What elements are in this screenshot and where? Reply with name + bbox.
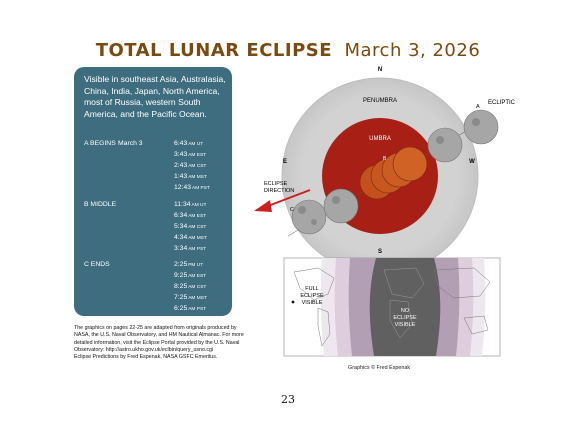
credits-text [74,325,288,361]
label-direction-1: ECLIPSE [264,181,288,187]
label-full-3: VISIBLE [301,300,323,306]
label-full-1: FULL [305,286,319,292]
label-penumbra: PENUMBRA [362,98,398,104]
time-row: 6:43AM UT [174,140,204,147]
moon-position-c [292,200,326,234]
time-row: 6:25AM PST [174,305,207,312]
visibility-text: Visible in southeast Asia, Australasia, China, India, Japan, North America, most of Russia, western South America, and the Pacific Ocean. [84,74,226,119]
moon-crater [311,219,317,225]
moon-position-a [464,110,498,144]
star-marker [292,301,295,304]
time-row: 2:43AM CST [174,162,207,169]
time-row: 2:25PM UT [174,261,204,268]
title-date: March 3, 2026 [344,40,481,61]
phase-label-middle: B MIDDLE [84,201,117,208]
label-north: N [377,67,383,73]
time-row: 5:34AM CST [174,223,207,230]
moon-crater [332,196,340,204]
time-row: 12:43AM PST [174,184,210,191]
label-full-2: ECLIPSE [300,293,324,299]
phase-label-ends: C ENDS [84,261,110,268]
no-eclipse-zone [370,258,441,356]
credits-line: Eclipse Predictions by Fred Espenak, NASA GSFC Emeritus. [74,354,218,361]
label-point-b: B [383,156,387,162]
label-no-1: NO [400,308,410,314]
time-row: 7:25AM MST [174,294,207,301]
time-row: 8:25AM CST [174,283,207,290]
label-umbra: UMBRA [369,136,391,142]
label-point-a: A [476,104,480,110]
credits-line: NASA, the U.S. Naval Observatory, and HM Nautical Almanac. For more [74,332,244,339]
info-panel [74,67,232,316]
moon-position [428,128,462,162]
credits-line: The graphics on pages 22-25 are adapted from originals produced by [74,325,237,331]
credits-line: detailed information, visit the Eclipse Portal provided by the U.S. Naval [74,339,240,346]
page-number: 23 [281,393,295,406]
time-row: 3:43AM EST [174,151,207,158]
label-point-c: C [290,207,294,213]
label-no-3: VISIBLE [394,322,416,328]
title-main: TOTAL LUNAR ECLIPSE [95,40,333,61]
moon-crater [472,118,480,126]
figure-credit: Graphics © Fred Espenak [348,365,411,371]
direction-arrow-head [254,200,272,212]
moon-crater [436,136,444,144]
eclipsed-moon-b [393,147,427,181]
label-west: W [469,159,475,165]
time-row: 1:43AM MST [174,173,207,180]
moon-crater [298,206,306,214]
time-row: 6:34AM EST [174,212,207,219]
time-row: 11:34AM UT [174,201,207,208]
label-south: S [377,249,383,255]
credits-line: Observatory: http://astro.ukho.gov.uk/eclbin/query_usno.cgi [74,346,214,353]
time-row: 4:34AM MST [174,234,207,241]
time-row: 9:25AM EST [174,272,207,279]
phase-label-begins: A BEGINS [84,140,116,147]
visibility-map [284,258,500,356]
label-ecliptic: ECLIPTIC [488,100,516,106]
time-row: 3:34AM PST [174,245,207,252]
label-no-2: ECLIPSE [393,315,417,321]
phase-date-begins: March 3 [118,140,143,147]
page-title [0,40,576,61]
eclipse-diagram [240,60,516,260]
label-east: E [282,159,288,165]
label-direction-2: DIRECTION [264,188,295,194]
moon-position [324,189,358,223]
